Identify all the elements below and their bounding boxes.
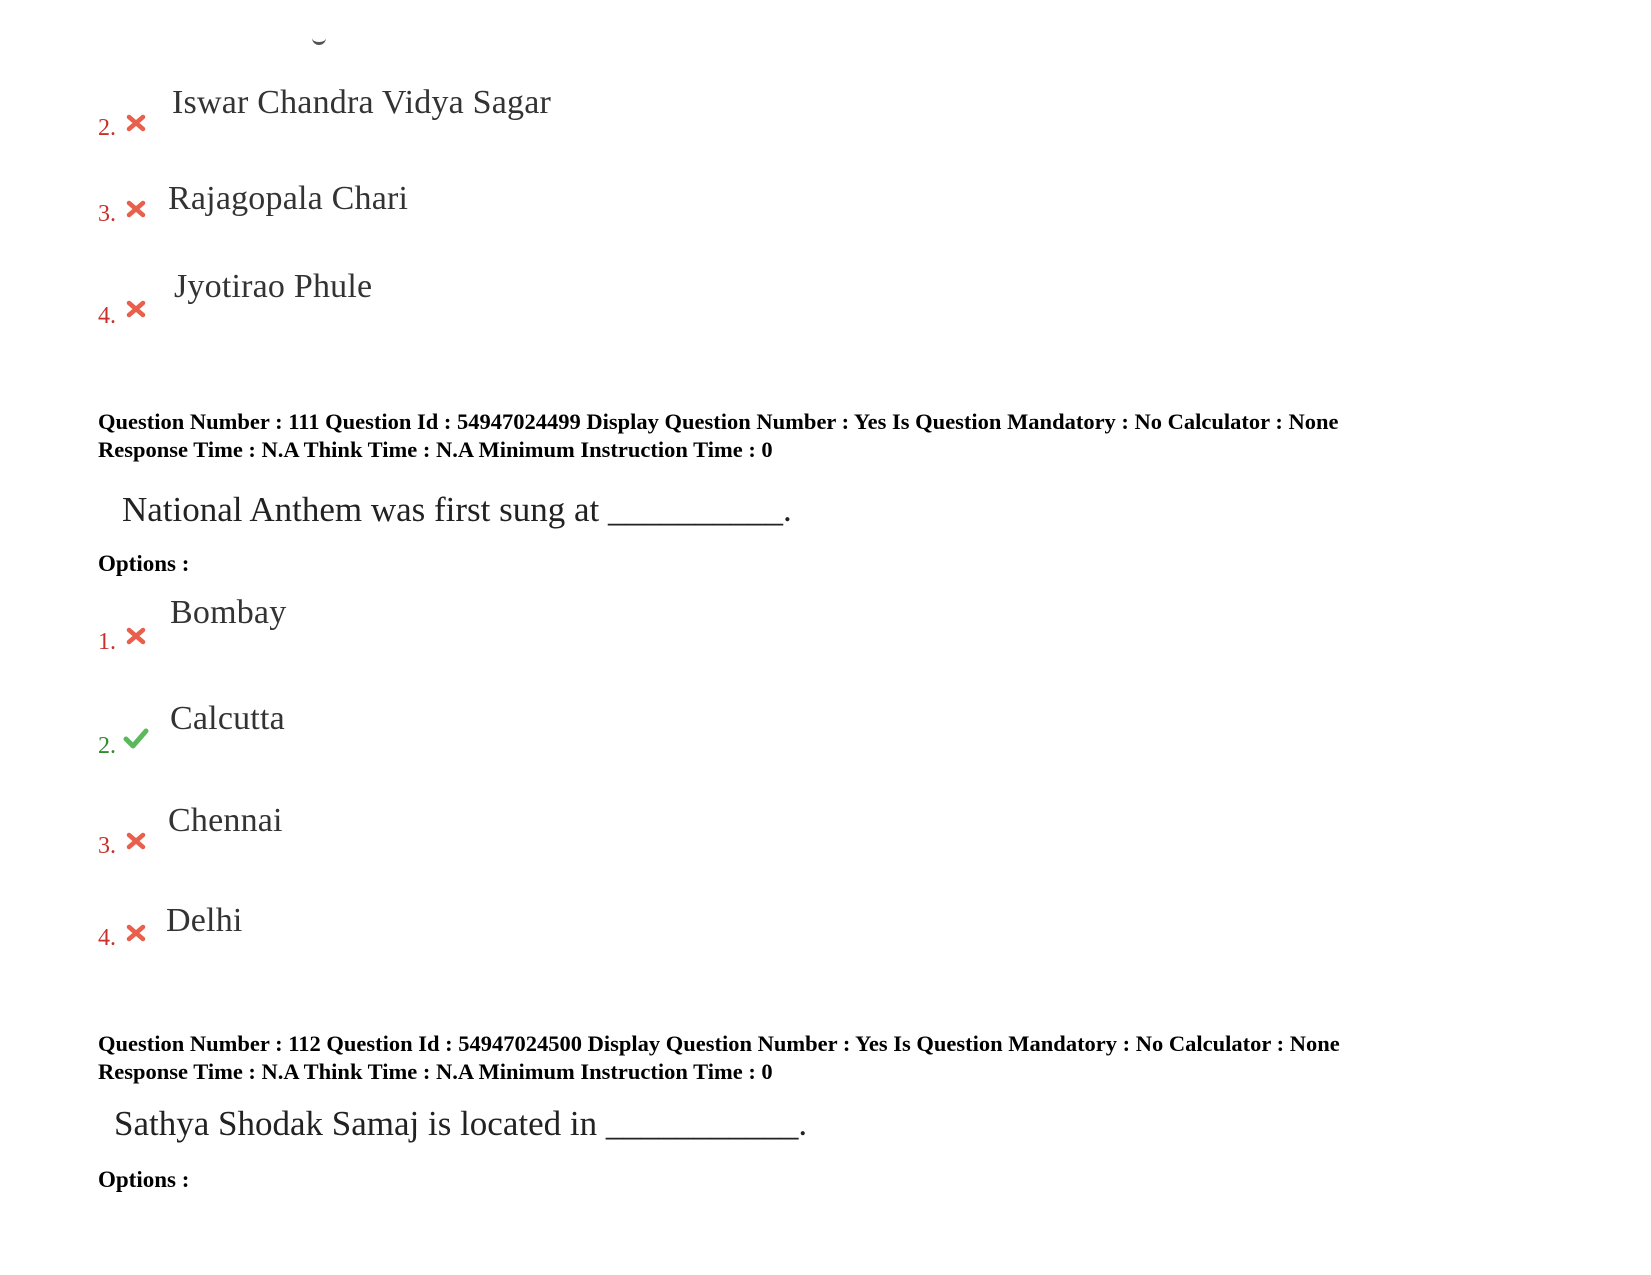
option-text: Rajagopala Chari	[168, 180, 409, 217]
cross-mark-icon	[124, 298, 148, 320]
question-meta-line-1: Question Number : 111 Question Id : 54947024499 Display Question Number : Yes Is Question Mandatory : No Calculator : None	[98, 409, 1339, 434]
cross-mark-icon	[124, 198, 148, 220]
option-text: Iswar Chandra Vidya Sagar	[172, 84, 552, 121]
clipped-option-fragment	[300, 38, 342, 58]
option-text: Delhi	[166, 902, 243, 939]
question-meta-line-1: Question Number : 112 Question Id : 54947024500 Display Question Number : Yes Is Question Mandatory : No Calculator : None	[98, 1031, 1340, 1056]
cross-mark-icon	[124, 625, 148, 647]
question-text: Sathya Shodak Samaj is located in ___________.	[114, 1104, 808, 1143]
cross-mark-icon	[124, 922, 148, 944]
option-text: Jyotirao Phule	[174, 268, 373, 305]
option-number: 2.	[98, 733, 116, 759]
option-text: Calcutta	[170, 700, 285, 737]
check-mark-icon	[122, 726, 150, 750]
option-number: 4.	[98, 303, 116, 329]
options-label: Options :	[98, 551, 190, 576]
question-meta-line-2: Response Time : N.A Think Time : N.A Minimum Instruction Time : 0	[98, 437, 773, 462]
question-text: National Anthem was first sung at __________.	[122, 490, 792, 529]
option-number: 3.	[98, 201, 116, 227]
option-number: 2.	[98, 115, 116, 141]
option-text: Bombay	[170, 594, 287, 631]
question-meta-line-2: Response Time : N.A Think Time : N.A Minimum Instruction Time : 0	[98, 1059, 773, 1084]
option-text: Chennai	[168, 802, 283, 839]
options-label: Options :	[98, 1167, 190, 1192]
cross-mark-icon	[124, 830, 148, 852]
option-number: 1.	[98, 629, 116, 655]
option-number: 4.	[98, 925, 116, 951]
cross-mark-icon	[124, 112, 148, 134]
option-number: 3.	[98, 833, 116, 859]
